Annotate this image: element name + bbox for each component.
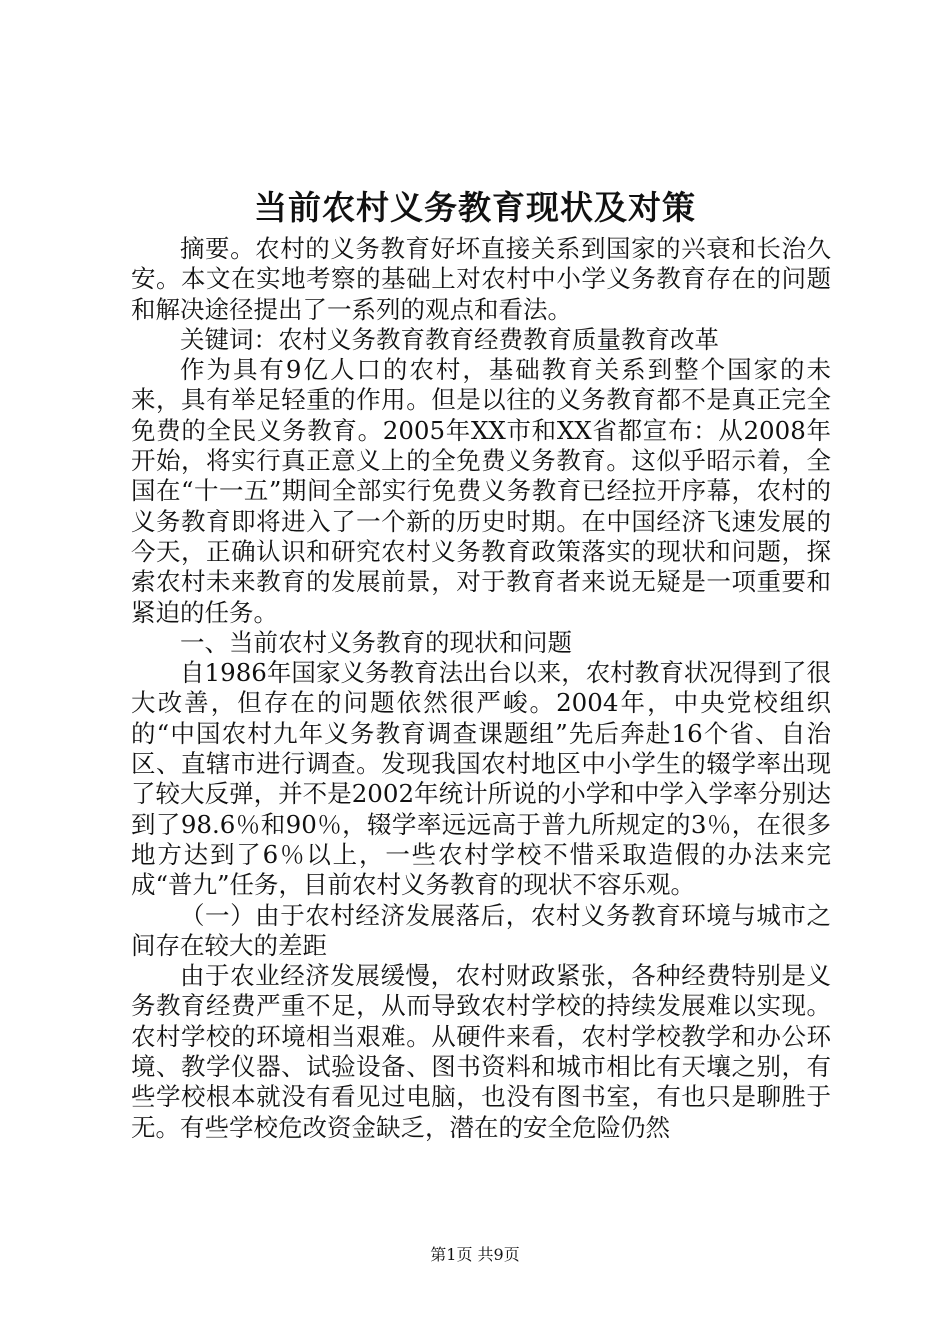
keywords-paragraph: 关键词：农村义务教育教育经费教育质量教育改革 (180, 324, 719, 354)
body-paragraph: 由于农业经济发展缓慢，农村财政紧张，各种经费特别是义务教育经费严重不足，从而导致农村学校的持续发展难以实现。农村学校的环境相当艰难。从硬件来看，农村学校教学和办公环境、教学仪器、试验设备、图书资料和城市相比有天壤之别，有些学校根本就没有看见过电脑，也没有图书室，有也只是聊胜于无。有些学校危改资金缺乏，潜在的安全危险仍然 (131, 961, 831, 1142)
page-footer: 第1页 共9页 (430, 1245, 520, 1264)
document-body (131, 234, 831, 1143)
section-heading: 一、当前农村义务教育的现状和问题 (180, 627, 572, 657)
body-paragraph: 自1986年国家义务教育法出台以来，农村教育状况得到了很大改善，但存在的问题依然很严峻。2004年，中央党校组织的“中国农村九年义务教育调查课题组”先后奔赴16个省、自治区、直辖市进行调查。发现我国农村地区中小学生的辍学率出现了较大反弹，并不是2002年统计所说的小学和中学入学率分别达到了98.6％和90％，辍学率远远高于普九所规定的3％，在很多地方达到了6％以上，一些农村学校不惜采取造假的办法来完成“普九”任务，目前农村义务教育的现状不容乐观。 (131, 658, 831, 900)
subsection-heading: （一）由于农村经济发展落后，农村义务教育环境与城市之间存在较大的差距 (131, 900, 831, 960)
document-title: 当前农村义务教育现状及对策 (254, 188, 696, 227)
abstract-paragraph: 摘要。农村的义务教育好坏直接关系到国家的兴衰和长治久安。本文在实地考察的基础上对农村中小学义务教育存在的问题和解决途径提出了一系列的观点和看法。 (131, 234, 831, 324)
intro-paragraph: 作为具有9亿人口的农村，基础教育关系到整个国家的未来，具有举足轻重的作用。但是以往的义务教育都不是真正完全免费的全民义务教育。2005年XX市和XX省都宣布：从2008年开始，将实行真正意义上的全免费义务教育。这似乎昭示着，全国在“十一五”期间全部实行免费义务教育已经拉开序幕，农村的义务教育即将进入了一个新的历史时期。在中国经济飞速发展的今天，正确认识和研究农村义务教育政策落实的现状和问题，探索农村未来教育的发展前景，对于教育者来说无疑是一项重要和紧迫的任务。 (131, 355, 831, 627)
